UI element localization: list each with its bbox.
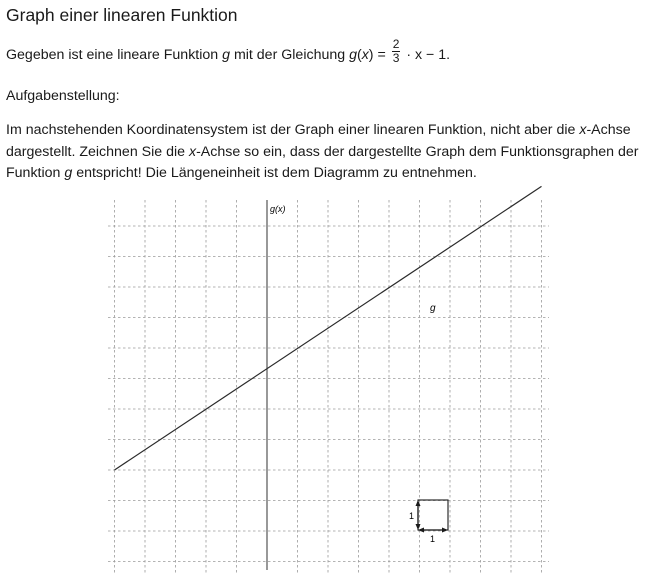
unit-square xyxy=(418,500,448,530)
task-text-2: -Achse dargestellt. Zeichnen Sie die xyxy=(6,122,631,160)
intro-rest: · x − 1. xyxy=(406,47,451,63)
func-g: g xyxy=(349,47,357,63)
equals-sign: = xyxy=(373,47,390,63)
intro-paragraph: Gegeben ist eine lineare Funktion g mit der Gleichung g(x) = $\frac{2}{3}$ · x − 1. xyxy=(6,36,451,65)
x-var-1: x xyxy=(579,122,587,138)
unit-box xyxy=(409,500,448,544)
unit-x-arrow-head-left xyxy=(418,528,424,533)
g-var: g xyxy=(64,165,73,181)
page-title: Graph einer linearen Funktion xyxy=(6,5,238,25)
x-var-2: x xyxy=(188,143,197,160)
unit-x-arrow-head-right xyxy=(442,528,448,533)
func-x: x xyxy=(361,47,369,63)
fraction-numerator: 2 xyxy=(392,36,400,51)
fraction-denominator: 3 xyxy=(392,50,400,65)
task-heading: Aufgabenstellung: xyxy=(6,88,120,104)
task-text-3: -Achse so ein, dass der dargestellte Graph dem Funktionsgraphen der Funktion xyxy=(6,143,639,181)
unit-x-label: 1 xyxy=(430,534,436,544)
intro-text: Gegeben ist eine lineare Funktion xyxy=(6,47,223,63)
y-axis-label: g(x) xyxy=(270,204,286,214)
task-text-4: entspricht! Die Längeneinheit ist dem Diagramm zu entnehmen. xyxy=(72,165,477,181)
intro-text-middle: mit der Gleichung xyxy=(230,47,350,63)
graph-label-g: g xyxy=(430,303,436,314)
task-text-1: Im nachstehenden Koordinatensystem ist der Graph einer linearen Funktion, nicht aber die xyxy=(6,122,580,138)
unit-y-label: 1 xyxy=(409,511,415,521)
grid-horizontal-lines xyxy=(108,226,549,562)
var-g: g xyxy=(222,47,230,63)
